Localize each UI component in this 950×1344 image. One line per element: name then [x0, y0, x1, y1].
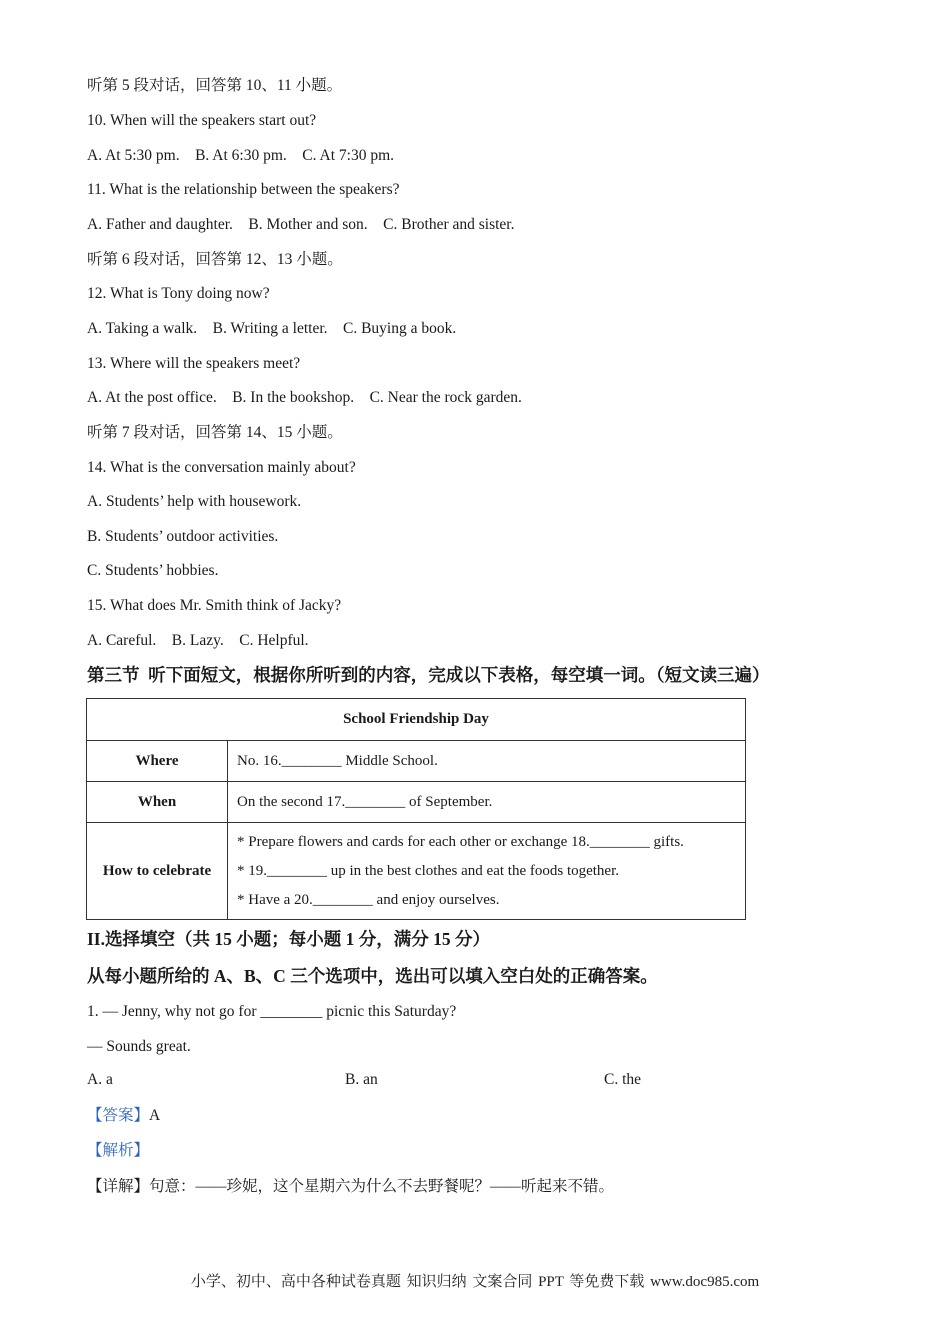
options-13: A. At the post office. B. In the bookshop. C. Near the rock garden. — [87, 389, 522, 406]
options-10: A. At 5:30 pm. B. At 6:30 pm. C. At 7:30 pm. — [87, 147, 395, 164]
question-15: 15. What does Mr. Smith think of Jacky? — [87, 597, 342, 614]
options-11: A. Father and daughter. B. Mother and son. C. Brother and sister. — [87, 216, 515, 233]
when-value: On the second 17.________ of September. — [228, 782, 746, 823]
analysis-tag: 【解析】 — [87, 1142, 150, 1159]
question-13: 13. Where will the speakers meet? — [87, 355, 301, 372]
how-item-2: * 19.________ up in the best clothes and eat the foods together. — [237, 862, 620, 879]
option-b: B. an — [345, 1071, 378, 1088]
question-11: 11. What is the relationship between the speakers? — [87, 181, 400, 198]
page-footer: 小学、初中、高中各种试卷真题 知识归纳 文案合同 PPT 等免费下载 www.doc985.com — [190, 1274, 760, 1290]
where-value: No. 16.________ Middle School. — [228, 741, 746, 782]
question-10: 10. When will the speakers start out? — [87, 112, 317, 129]
how-item-3: * Have a 20.________ and enjoy ourselves. — [237, 891, 500, 908]
option-14c: C. Students’ hobbies. — [87, 562, 219, 579]
question-14: 14. What is the conversation mainly about? — [87, 459, 356, 476]
section3-heading: 第三节 听下面短文，根据你所听到的内容，完成以下表格，每空填一词。（短文读三遍） — [87, 665, 770, 685]
option-14a: A. Students’ help with housework. — [87, 493, 302, 510]
table-title: School Friendship Day — [87, 699, 746, 741]
answer-tag: 【答案】 — [87, 1107, 150, 1124]
how-values — [228, 823, 746, 920]
when-label: When — [87, 782, 228, 823]
option-14b: B. Students’ outdoor activities. — [87, 528, 279, 545]
option-a: A. a — [87, 1071, 113, 1088]
options-12: A. Taking a walk. B. Writing a letter. C. Buying a book. — [87, 320, 457, 337]
question-1-reply: — Sounds great. — [87, 1038, 191, 1055]
part2-heading: II.选择填空（共 15 小题；每小题 1 分，满分 15 分） — [87, 929, 490, 949]
question-1: 1. — Jenny, why not go for ________ picnic this Saturday? — [87, 1003, 457, 1020]
section-intro-5: 听第 5 段对话，回答第 10、11 小题。 — [87, 77, 343, 94]
answer-line — [87, 1106, 160, 1126]
options-15: A. Careful. B. Lazy. C. Helpful. — [87, 632, 309, 649]
how-label: How to celebrate — [87, 823, 228, 920]
how-item-1: * Prepare flowers and cards for each other or exchange 18.________ gifts. — [237, 833, 684, 850]
detail-tag: 【详解】 — [87, 1178, 150, 1195]
section-intro-7: 听第 7 段对话，回答第 14、15 小题。 — [87, 424, 343, 441]
section-intro-6: 听第 6 段对话，回答第 12、13 小题。 — [87, 251, 343, 268]
detail-line — [87, 1177, 614, 1197]
friendship-day-table — [86, 698, 746, 920]
where-label: Where — [87, 741, 228, 782]
part2-instruction: 从每小题所给的 A、B、C 三个选项中，选出可以填入空白处的正确答案。 — [87, 966, 658, 986]
option-c: C. the — [604, 1071, 642, 1088]
detail-text: 句意：——珍妮，这个星期六为什么不去野餐呢？——听起来不错。 — [149, 1178, 615, 1195]
question-12: 12. What is Tony doing now? — [87, 285, 270, 302]
answer-value: A — [149, 1107, 161, 1124]
